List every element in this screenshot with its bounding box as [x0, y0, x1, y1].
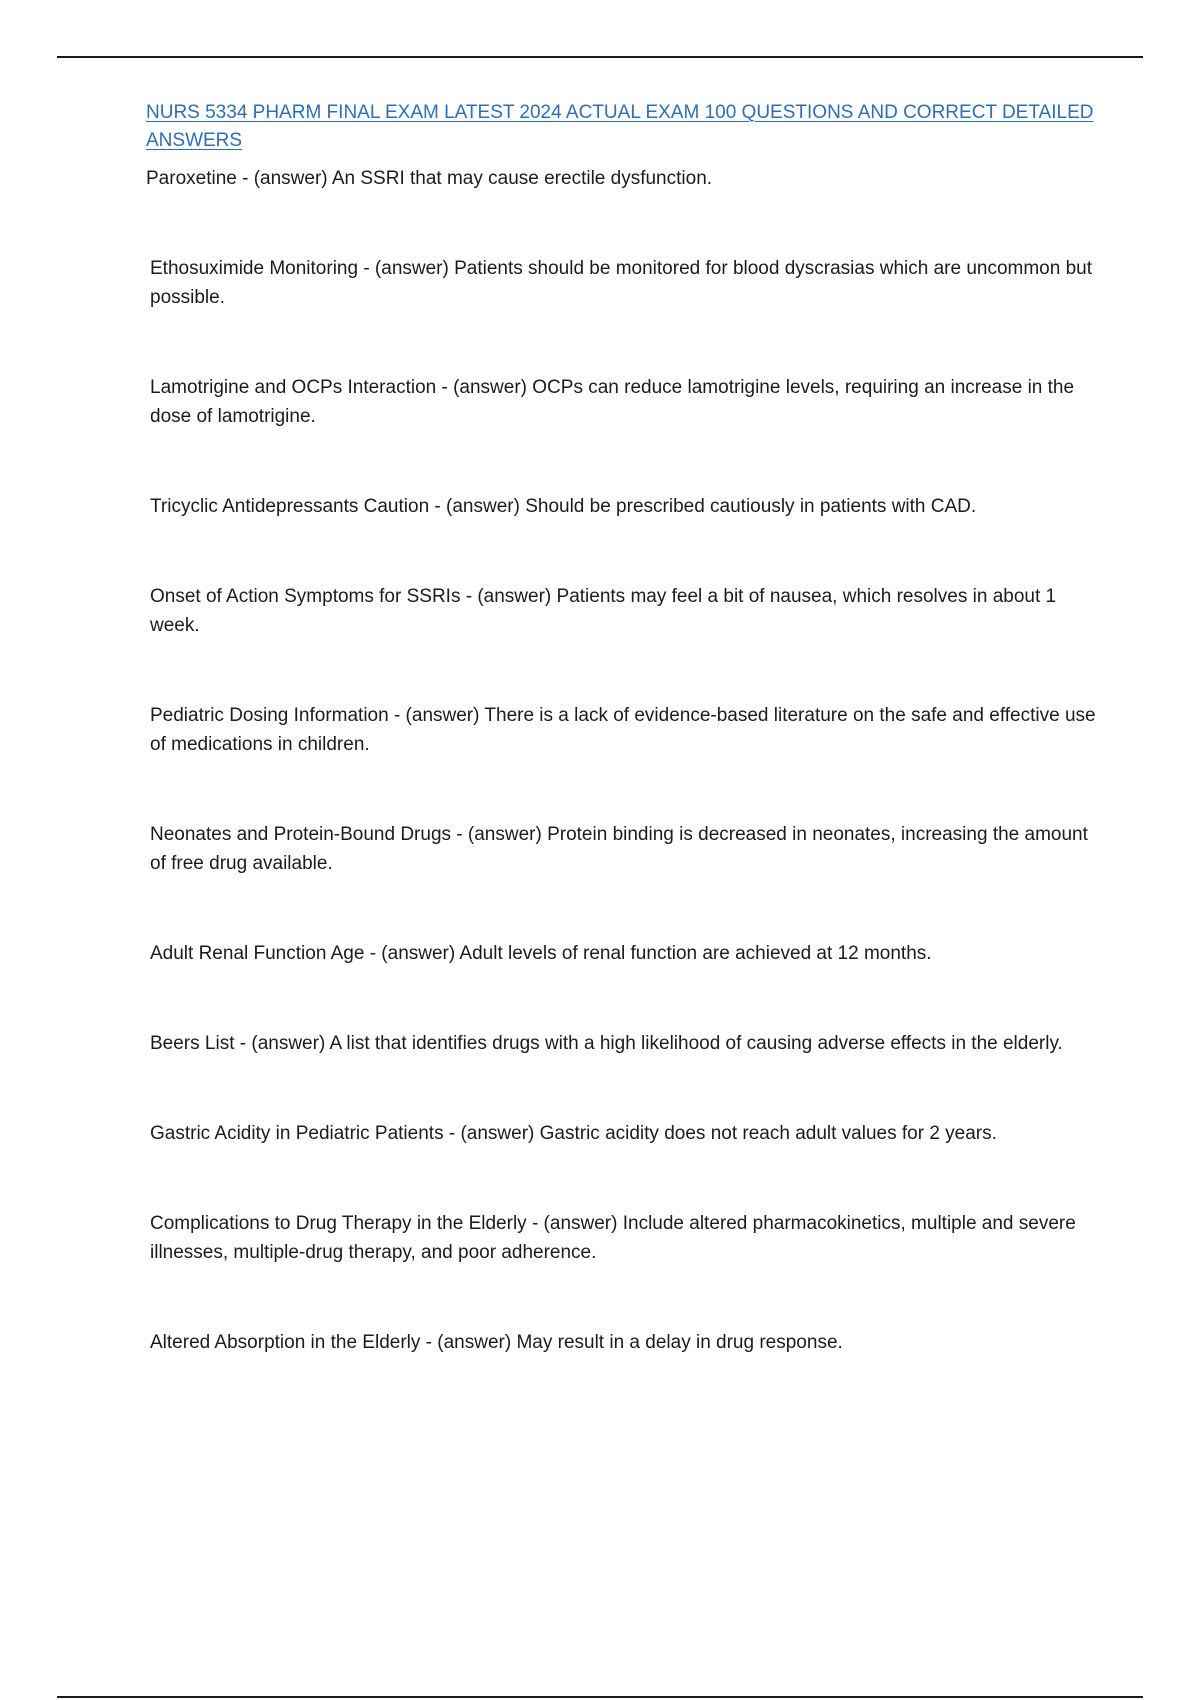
qa-item: Ethosuximide Monitoring - (answer) Patients should be monitored for blood dyscrasias which are uncommon but possible. — [150, 258, 1093, 308]
qa-item: Complications to Drug Therapy in the Elderly - (answer) Include altered pharmacokinetics, multiple and severe illnesses, multiple-drug therapy, and poor adherence. — [150, 1213, 1076, 1263]
qa-item: Adult Renal Function Age - (answer) Adult levels of renal function are achieved at 12 months. — [150, 943, 932, 964]
qa-item: Paroxetine - (answer) An SSRI that may cause erectile dysfunction. — [146, 168, 713, 189]
qa-item: Beers List - (answer) A list that identifies drugs with a high likelihood of causing adverse effects in the elderly. — [150, 1033, 1063, 1054]
qa-item: Pediatric Dosing Information - (answer) There is a lack of evidence-based literature on the safe and effective use of medications in children. — [150, 705, 1096, 755]
qa-list — [146, 164, 1096, 1357]
bottom-rule — [57, 1696, 1143, 1698]
top-rule — [57, 56, 1143, 58]
page-content — [146, 99, 1096, 1357]
qa-item: Tricyclic Antidepressants Caution - (answer) Should be prescribed cautiously in patients with CAD. — [150, 496, 977, 517]
qa-item: Gastric Acidity in Pediatric Patients - (answer) Gastric acidity does not reach adult values for 2 years. — [150, 1123, 997, 1144]
qa-item: Altered Absorption in the Elderly - (answer) May result in a delay in drug response. — [150, 1332, 843, 1353]
qa-item: Neonates and Protein-Bound Drugs - (answer) Protein binding is decreased in neonates, increasing the amount of free drug available. — [150, 824, 1088, 874]
document-title-link[interactable]: NURS 5334 PHARM FINAL EXAM LATEST 2024 ACTUAL EXAM 100 QUESTIONS AND CORRECT DETAILED ANSWERS — [146, 102, 1094, 151]
qa-item: Onset of Action Symptoms for SSRIs - (answer) Patients may feel a bit of nausea, which resolves in about 1 week. — [150, 586, 1057, 636]
qa-item: Lamotrigine and OCPs Interaction - (answer) OCPs can reduce lamotrigine levels, requiring an increase in the dose of lamotrigine. — [150, 377, 1075, 427]
